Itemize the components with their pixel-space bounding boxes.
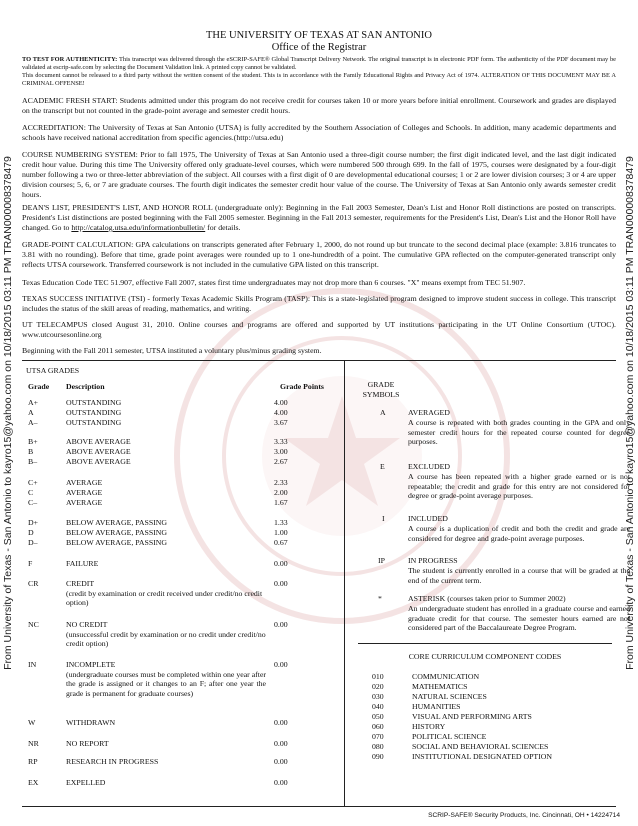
grade-points: 4.00 — [274, 398, 288, 407]
deans-list-tail: for details. — [205, 223, 241, 232]
grade-points: 4.00 — [274, 408, 288, 417]
grade-description: ABOVE AVERAGE — [66, 437, 131, 446]
grade-code: C– — [28, 498, 38, 507]
grade-description: AVERAGE — [66, 488, 103, 497]
telecampus-paragraph: UT TELECAMPUS closed August 31, 2010. Online courses and programs are offered and supported by UT institutions participating in the UT Online Consortium (UTOC). www.utcoursesonline.org — [22, 320, 616, 339]
grade-description-note: (unsuccessful credit by examination or no credit under credit/no credit option) — [66, 629, 266, 649]
grade-description-note: (credit by examination or credit received under credit/no credit option) — [66, 588, 263, 608]
grade-description: NO REPORT — [66, 739, 109, 748]
grade-code: D– — [28, 538, 38, 547]
grade-column-header: Grade — [28, 382, 50, 391]
grade-code: D+ — [28, 518, 39, 527]
grade-description — [66, 660, 266, 698]
deans-list-text: DEAN'S LIST, PRESIDENT'S LIST, AND HONOR ROLL (undergraduate only): Beginning in the Fall 2003 Semester, Dean's List and Honor Roll distinctions are posted on transcripts. President's List distinctions are posted beginning with the Fall 2005 semester. Beginning in the Fall 2013 semester, requirements for the President's List, Dean's List and the Honor Roll have changed. Go to — [22, 203, 616, 232]
symbol-heading: EXCLUDED — [408, 462, 451, 471]
grade-code: B+ — [28, 437, 38, 446]
grade-description — [66, 620, 266, 649]
core-name: VISUAL AND PERFORMING ARTS — [412, 712, 532, 721]
grade-code: W — [28, 718, 36, 727]
grade-description: OUTSTANDING — [66, 408, 122, 417]
plus-minus-paragraph: Beginning with the Fall 2011 semester, UTSA instituted a voluntary plus/minus grading system. — [22, 346, 322, 355]
grade-points: 0.00 — [274, 579, 288, 588]
grade-code: C — [28, 488, 34, 497]
core-name: POLITICAL SCIENCE — [412, 732, 487, 741]
symbol-body: An undergraduate student has enrolled in a graduate course and earned graduate credit for that course. The semester hours earned are not considered part of the Baccalaureate Degree Program. — [408, 604, 630, 633]
grade-code: IN — [28, 660, 37, 669]
core-name: INSTITUTIONAL DESIGNATED OPTION — [412, 752, 553, 761]
core-name: COMMUNICATION — [412, 672, 480, 681]
symbol-code: * — [378, 594, 382, 603]
right-margin-stamp-text: From University of Texas - San Antonio to kayro15@yahoo.com on 10/18/2015 03:11 PM TRAN000008378479 — [624, 156, 636, 670]
grade-description: ABOVE AVERAGE — [66, 447, 131, 456]
right-margin-stamp — [622, 0, 638, 826]
grade-code: NC — [28, 620, 39, 629]
grade-symbols-title — [356, 380, 406, 399]
accreditation-paragraph: ACCREDITATION: The University of Texas at San Antonio (UTSA) is fully accredited by the Southern Association of Colleges and Schools. In addition, many academic departments and schools have received national accreditation from specific agencies.(http://utsa.edu) — [22, 123, 616, 142]
grade-code: EX — [28, 778, 39, 787]
catalog-link[interactable]: http://catalog.utsa.edu/informationbulletin/ — [71, 223, 206, 232]
symbol-heading: IN PROGRESS — [408, 556, 458, 565]
symbol-code: A — [380, 408, 386, 417]
core-divider — [358, 643, 612, 644]
symbol-body: A course has been repeated with a higher grade earned or is not repeatable; the credit and grade for this entry are not considered for degree or grade-point average purposes. — [408, 472, 630, 501]
grade-description: EXPELLED — [66, 778, 106, 787]
grade-code: D — [28, 528, 34, 537]
core-code: 070 — [372, 732, 384, 741]
grade-description: AVERAGE — [66, 478, 103, 487]
grade-points: 0.00 — [274, 718, 288, 727]
column-divider — [344, 360, 345, 806]
grade-code: A — [28, 408, 34, 417]
grade-code: RP — [28, 757, 38, 766]
page-title: THE UNIVERSITY OF TEXAS AT SAN ANTONIO — [206, 30, 432, 41]
symbol-body: A course is a duplication of credit and both the credit and grade are considered for degree and grade-point average purposes. — [408, 524, 630, 543]
core-code: 060 — [372, 722, 384, 731]
security-footer: SCRIP-SAFE® Security Products, Inc. Cincinnati, OH • 14224714 — [428, 812, 620, 819]
grade-code: B– — [28, 457, 38, 466]
description-column-header: Description — [66, 382, 105, 391]
core-name: MATHEMATICS — [412, 682, 468, 691]
privacy-notice: This document cannot be released to a third party without the written consent of the student. This is in accordance with the Family Educational Rights and Privacy Act of 1974. ALTERATION OF THIS DOCUMENT MAY BE A CRIMINAL OFFENSE! — [22, 72, 616, 87]
symbol-body: A course is repeated with both grades counting in the GPA and only semester credit hours for the repeated course counted for degree purposes. — [408, 418, 630, 447]
grade-description: BELOW AVERAGE, PASSING — [66, 518, 168, 527]
grade-symbols-title-line2: SYMBOLS — [362, 389, 400, 399]
authenticity-label: TO TEST FOR AUTHENTICITY: — [22, 56, 118, 63]
grade-description: RESEARCH IN PROGRESS — [66, 757, 159, 766]
symbol-heading: INCLUDED — [408, 514, 448, 523]
authenticity-notice — [22, 56, 616, 88]
grade-description: BELOW AVERAGE, PASSING — [66, 538, 168, 547]
grade-description: OUTSTANDING — [66, 398, 122, 407]
grade-code: A+ — [28, 398, 39, 407]
grade-points: 1.33 — [274, 518, 288, 527]
grade-points: 0.67 — [274, 538, 288, 547]
grade-description: WITHDRAWN — [66, 718, 116, 727]
grade-points: 2.33 — [274, 478, 288, 487]
grade-points: 2.67 — [274, 457, 288, 466]
core-code: 020 — [372, 682, 384, 691]
grade-description: AVERAGE — [66, 498, 103, 507]
grade-points: 0.00 — [274, 757, 288, 766]
gpa-calculation-paragraph: GRADE-POINT CALCULATION: GPA calculations on transcripts generated after February 1, 2000, do not round up but truncate to the second decimal place (example: 3.816 truncates to 3.81 with no rounding). Before that time, grade point averages were rounded up to 1 one-hundredth of a point. The cumulative GPA reflected on the computer-generated transcript only reflects UTSA coursework. Transferred coursework is not included in the cumulative GPA listed on this transcript. — [22, 240, 616, 269]
core-code: 010 — [372, 672, 384, 681]
left-margin-stamp-text: From University of Texas - San Antonio to kayro15@yahoo.com on 10/18/2015 03:11 PM TRAN000008378479 — [2, 156, 14, 670]
grade-points: 0.00 — [274, 778, 288, 787]
core-code: 090 — [372, 752, 384, 761]
grade-code: B — [28, 447, 34, 456]
grades-section-title: UTSA GRADES — [26, 366, 80, 375]
grade-points: 0.00 — [274, 559, 288, 568]
tsi-paragraph: TEXAS SUCCESS INITIATIVE (TSI) - formerly Texas Academic Skills Program (TASP): This is a state-legislated program designed to improve student success in college. This transcript includes the status of the skill areas of reading, mathematics, and writing. — [22, 294, 616, 313]
grade-description-title: NO CREDIT — [66, 620, 108, 629]
grade-points: 3.33 — [274, 437, 288, 446]
page-subtitle: Office of the Registrar — [271, 42, 367, 53]
core-code: 050 — [372, 712, 384, 721]
grade-description: ABOVE AVERAGE — [66, 457, 131, 466]
symbol-heading: ASTERISK (courses taken prior to Summer 2002) — [408, 594, 566, 603]
grade-description: BELOW AVERAGE, PASSING — [66, 528, 168, 537]
points-column-header: Grade Points — [280, 382, 324, 391]
grade-description-title: CREDIT — [66, 579, 95, 588]
core-code: 030 — [372, 692, 384, 701]
tec-paragraph: Texas Education Code TEC 51.907, effective Fall 2007, states first time undergraduates may not drop more than 6 courses. "X" means exempt from TEC 51.907. — [22, 278, 526, 287]
grade-description-note: (undergraduate courses must be completed within one year after the grade is assigned or it changes to an F; after one year the grade is permanent for graduate courses) — [66, 669, 266, 698]
grade-description — [66, 579, 266, 608]
grade-code: F — [28, 559, 33, 568]
authenticity-text: This transcript was delivered through the eSCRIP-SAFE® Global Transcript Delivery Network. The original transcript is in electronic PDF form. The authenticity of the PDF document may be validated at escrip-safe.com by selecting the Document Validation link. A printed copy cannot be validated. — [22, 56, 616, 71]
core-code: 080 — [372, 742, 384, 751]
grade-code: CR — [28, 579, 39, 588]
symbol-code: E — [380, 462, 385, 471]
grade-code: A– — [28, 418, 38, 427]
grade-description: OUTSTANDING — [66, 418, 122, 427]
core-code: 040 — [372, 702, 384, 711]
grade-description: FAILURE — [66, 559, 99, 568]
symbol-code: IP — [378, 556, 385, 565]
grade-symbols-title-line1: GRADE — [367, 380, 395, 389]
bottom-divider — [22, 806, 616, 807]
course-numbering-paragraph: COURSE NUMBERING SYSTEM: Prior to fall 1975, The University of Texas at San Antonio used a three-digit course number; the first digit indicated level, and the last digit indicated credit hour value. During this time The University offered only graduate-level courses, which were numbered 500 through 699. In the fall of 1975, courses were designated by a four-digit number following a two or three-letter abbreviation of the subject. All courses with a first digit of 0 are developmental educational courses; 1 or 2 are lower division courses; 3 or 4 are upper division courses; 5, 6, or 7 are graduate courses. The fourth digit indicates the semester credit hour value of the course. The University of Texas at San Antonio only awards semester credit hours. — [22, 150, 616, 199]
grade-points: 0.00 — [274, 739, 288, 748]
core-name: SOCIAL AND BEHAVIORAL SCIENCES — [412, 742, 549, 751]
symbol-heading: AVERAGED — [408, 408, 450, 417]
core-curriculum-title: CORE CURRICULUM COMPONENT CODES — [408, 652, 562, 661]
grade-points: 3.67 — [274, 418, 288, 427]
grade-points: 1.00 — [274, 528, 288, 537]
deans-list-paragraph — [22, 203, 616, 233]
core-name: HUMANITIES — [412, 702, 461, 711]
grade-points: 3.00 — [274, 447, 288, 456]
grade-code: NR — [28, 739, 39, 748]
grade-description-title: INCOMPLETE — [66, 660, 116, 669]
grade-points: 0.00 — [274, 660, 288, 669]
grade-points: 0.00 — [274, 620, 288, 629]
core-name: HISTORY — [412, 722, 446, 731]
section-divider — [22, 360, 616, 361]
grade-points: 1.67 — [274, 498, 288, 507]
symbol-code: I — [382, 514, 385, 523]
symbol-body: The student is currently enrolled in a course that will be graded at the end of the current term. — [408, 566, 630, 585]
grade-points: 2.00 — [274, 488, 288, 497]
left-margin-stamp — [0, 0, 16, 826]
core-name: NATURAL SCIENCES — [412, 692, 487, 701]
grade-code: C+ — [28, 478, 38, 487]
fresh-start-paragraph: ACADEMIC FRESH START: Students admitted under this program do not receive credit for courses taken 10 or more years before initial enrollment. Coursework and grades are displayed on the transcript but not counted in the grade-point average and semester credit hours. — [22, 96, 616, 115]
